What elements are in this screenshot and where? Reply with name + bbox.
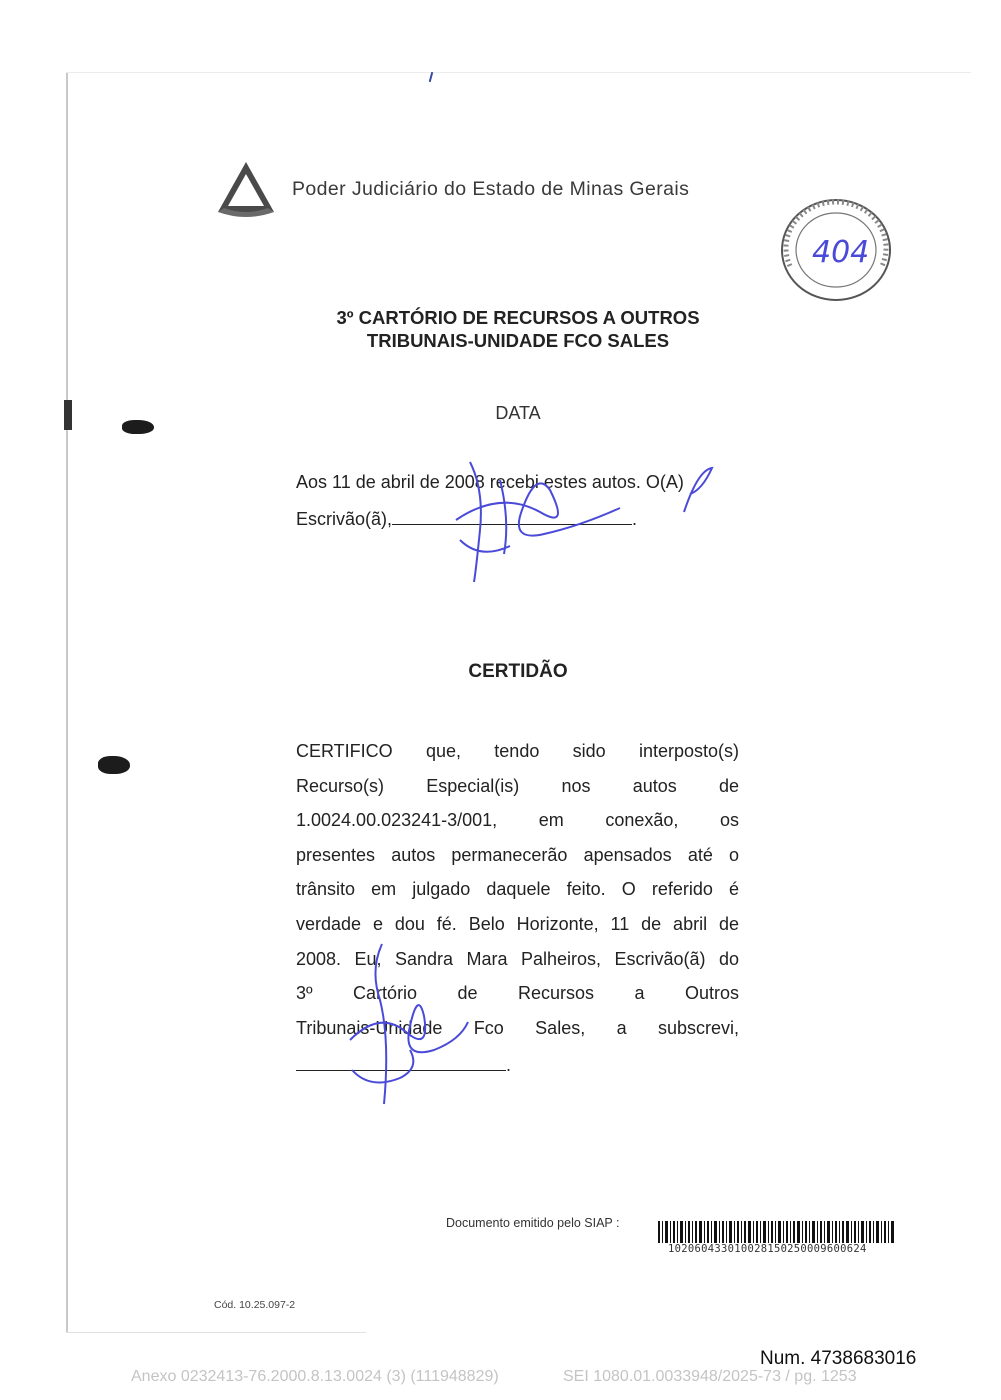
scan-mark — [64, 400, 72, 430]
certidao-line: 3º Cartório de Recursos a Outros — [296, 983, 739, 1004]
siap-label: Documento emitido pelo SIAP : — [446, 1216, 620, 1230]
certidao-line: trânsito em julgado daquele feito. O referido é — [296, 879, 739, 900]
receipt-text-line1: Aos 11 de abril de 2008 recebi estes autos. O(A) — [296, 472, 684, 492]
certidao-period: . — [506, 1055, 512, 1075]
handwritten-signature — [340, 940, 480, 1110]
footer-annex-reference: Anexo 0232413-76.2000.8.13.0024 (3) (111948829) — [131, 1368, 499, 1385]
office-title-line1: 3º CARTÓRIO DE RECURSOS A OUTROS — [336, 307, 700, 328]
barcode-icon — [658, 1221, 894, 1243]
institution-name: Poder Judiciário do Estado de Minas Gerais — [292, 178, 690, 200]
office-title — [200, 306, 836, 352]
scan-edge — [66, 72, 971, 73]
scan-edge — [66, 72, 68, 1332]
scan-edge — [66, 1332, 366, 1333]
date-heading: DATA — [495, 403, 541, 423]
barcode-number: 102060433010028150250009600624 — [668, 1243, 867, 1255]
form-code: Cód. 10.25.097-2 — [214, 1299, 296, 1311]
document-number: Num. 4738683016 — [760, 1348, 917, 1369]
footer-sei-reference: SEI 1080.01.0033948/2025-73 / pg. 1253 — [563, 1368, 857, 1385]
office-title-line2: TRIBUNAIS-UNIDADE FCO SALES — [366, 330, 670, 351]
court-seal-stamp-icon — [778, 196, 894, 304]
hole-punch-mark — [98, 756, 130, 774]
svg-text:404: 404 — [812, 235, 870, 270]
certidao-line: Recurso(s) Especial(is) nos autos de — [296, 775, 739, 796]
certidao-line: presentes autos permanecerão apensados até o — [296, 844, 739, 865]
handwritten-signature — [440, 450, 730, 590]
receipt-period: . — [632, 509, 638, 529]
court-logo-icon — [216, 160, 276, 218]
certidao-heading: CERTIDÃO — [468, 661, 568, 682]
certidao-line: 2008. Eu, Sandra Mara Palheiros, Escrivão(ã) do — [296, 948, 739, 969]
hole-punch-mark — [122, 420, 154, 434]
certidao-line: 1.0024.00.023241-3/001, em conexão, os — [296, 810, 739, 831]
scan-mark — [429, 72, 434, 82]
certidao-line: verdade e dou fé. Belo Horizonte, 11 de abril de — [296, 913, 739, 934]
receipt-clerk-label: Escrivão(ã), — [296, 509, 393, 529]
certidao-line: Tribunais-Unidade Fco Sales, a subscrevi, — [296, 1017, 739, 1038]
certidao-line: CERTIFICO que, tendo sido interposto(s) — [296, 741, 739, 761]
